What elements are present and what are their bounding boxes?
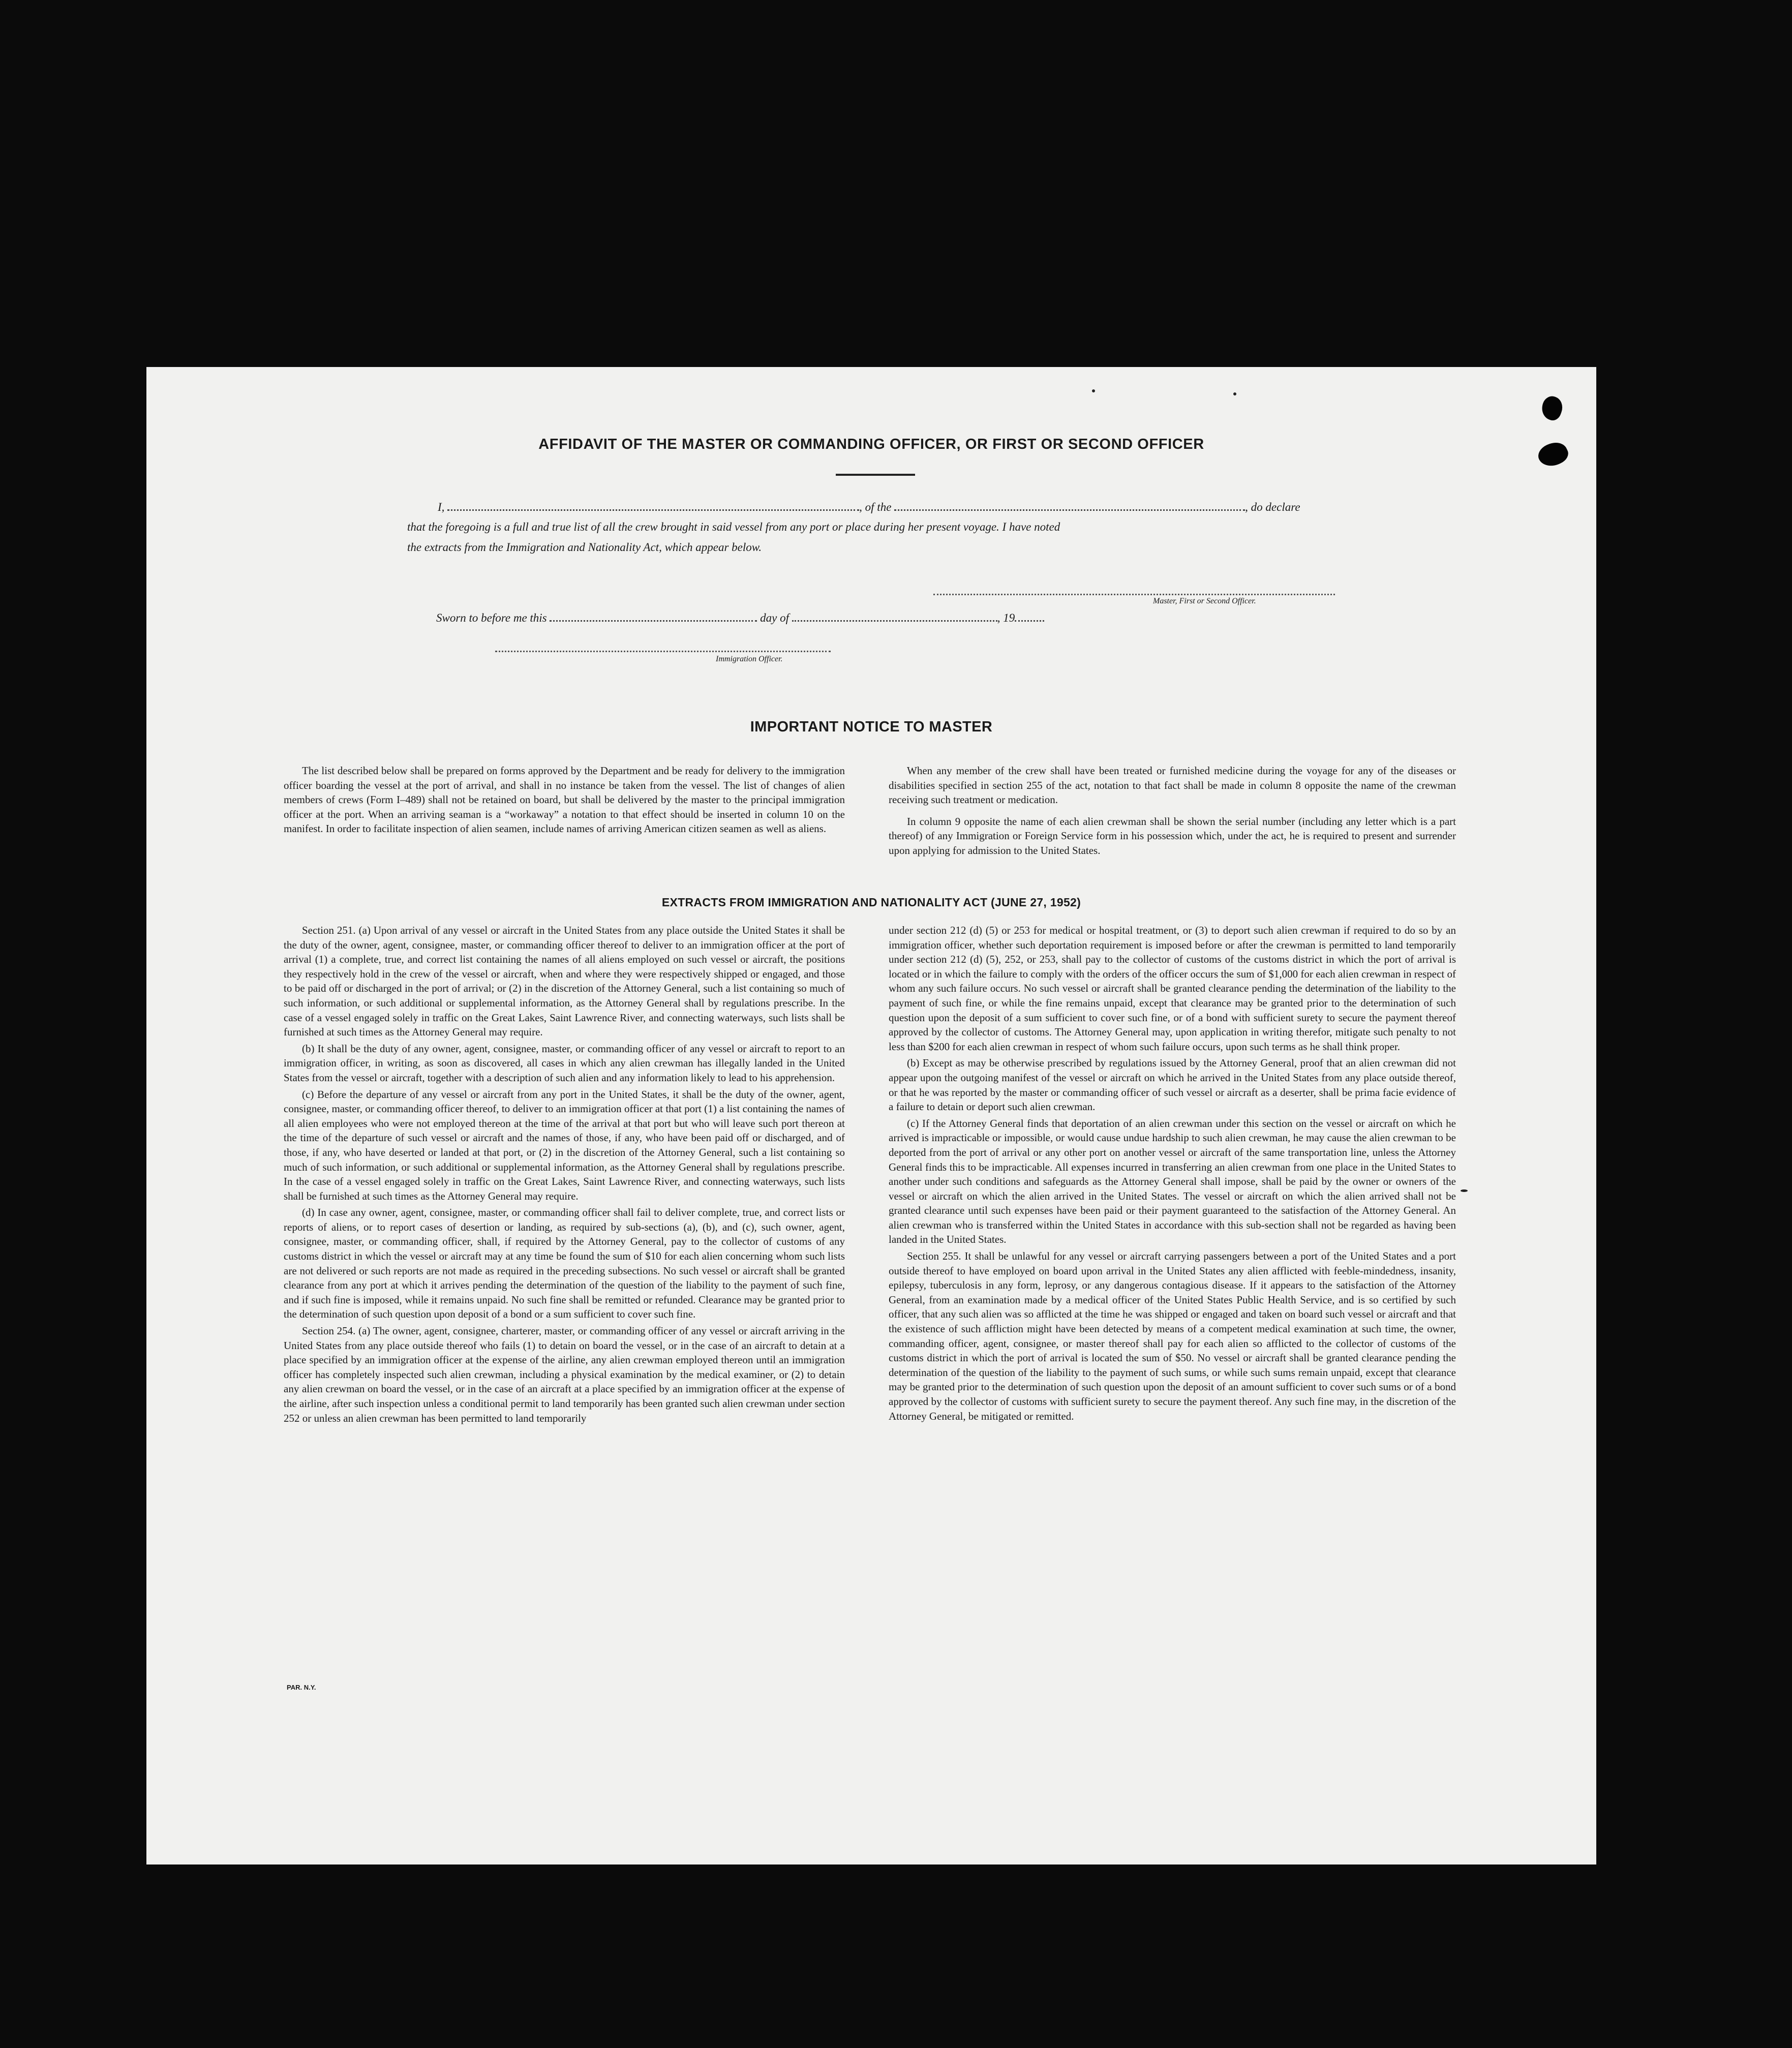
- sworn-year-blank: [1015, 611, 1044, 622]
- affidavit-title: AFFIDAVIT OF THE MASTER OR COMMANDING OFFICER, OR FIRST OR SECOND OFFICER: [538, 436, 1204, 452]
- printer-code: PAR. N.Y.: [287, 1684, 316, 1691]
- declaration-line: [438, 500, 1300, 514]
- sworn-line: [436, 611, 1044, 625]
- master-caption: Master, First or Second Officer.: [1153, 597, 1256, 605]
- document-page: [146, 367, 1596, 1864]
- sworn-prefix: Sworn to before me this: [436, 612, 547, 624]
- notice-right-paragraph-1: When any member of the crew shall have been treated or furnished medicine during the voyage for any of the diseases or disabilities specified in section 255 of the act, notation to that fact shall be made in column 8 opposite the name of the crewman receiving such treatment or medication.: [889, 765, 1456, 806]
- officer-signature-line: [495, 651, 831, 652]
- extract-section-254b: (b) Except as may be otherwise prescribed by regulations issued by the Attorney General, proof that an alien crewman did not appear upon the outgoing manifest of the vessel or aircraft on which he arrived in the United States from any place outside thereof, or that he was reported by the master or commanding officer of such vessel or aircraft as a deserter, shall be prima facie evidence of a failure to detain or deport such alien crewman.: [889, 1057, 1456, 1113]
- extract-section-255: Section 255. It shall be unlawful for any vessel or aircraft carrying passengers between a port of the United States and a port outside thereof to have employed on board upon arrival in the United States any alien afflicted with feeble-mindedness, insanity, epilepsy, tuberculosis in any form, leprosy, or any dangerous contagious disease. If it appears to the satisfaction of the Attorney General, from an examination made by a medical officer of the United States Public Health Service, and is so certified by such officer, that any such alien was so afflicted at the time he was shipped or engaged and taken on board such vessel or aircraft and that the existence of such affliction might have been detected by means of a competent medical examination at such time, the owner, commanding officer, agent, consignee, or master thereof shall pay for each alien so afflicted to the collector of customs of the customs district in which the port of arrival is located the sum of $50. No vessel or aircraft shall be granted clearance pending the determination of the question of the liability to the payment of such sums, or while such sums remain unpaid, except that clearance may be granted prior to the determination of such question upon the deposit of an amount sufficient to cover such sums or of a bond approved by the collector of customs with sufficient surety to secure the payment thereof. Any such fine may, in the discretion of the Attorney General, be mitigated or remitted.: [889, 1250, 1456, 1422]
- extract-section-251c: (c) Before the departure of any vessel or aircraft from any port in the United States, it shall be the duty of the owner, agent, consignee, master, or commanding officer thereof, to deliver to an immigration officer at that port (1) a list containing the names of all alien employees who were not employed thereon at the time of the arrival at that port but who will leave such port thereon at the time of the departure of such vessel or aircraft and the names of those, if any, who have been paid off or discharged, and of those, if any, who have deserted or landed at that port, or (2) in the discretion of the Attorney General, such a list containing so much of such information, or such additional or supplemental information, as the Attorney General shall by regulations prescribe. In the case of a vessel engaged solely in traffic on the Great Lakes, Saint Lawrence River, and connecting waterways, such lists shall be furnished at such times as the Attorney General may require.: [284, 1088, 845, 1202]
- extracts-right-column: [889, 923, 1456, 1423]
- notice-right-column: [889, 763, 1456, 858]
- declaration-body-line2: that the foregoing is a full and true list of all the crew brought in said vessel from any port or place during her present voyage. I have noted: [407, 521, 1060, 533]
- declaration-i: I,: [438, 501, 445, 513]
- extract-section-254c: (c) If the Attorney General finds that deportation of an alien crewman under this section on the vessel or aircraft on which he arrived is impracticable or impossible, or would cause undue hardship to such alien crewman, he may cause the alien crewman to be deported from the port of arrival or any other port on another vessel or aircraft of the same transportation line, unless the Attorney General finds this to be impracticable. All expenses incurred in transferring an alien crewman from one place in the United States to another under such conditions and safeguards as the Attorney General shall impose, shall be paid by the owner or owners of the vessel or aircraft on which the alien arrived in the United States. The vessel or aircraft on which the alien arrived shall not be granted clearance until such expenses have been paid or their payment guaranteed to the satisfaction of the Attorney General. An alien crewman who is transferred within the United States in accordance with this sub-section shall not be regarded as having been landed in the United States.: [889, 1117, 1456, 1246]
- extract-section-251d: (d) In case any owner, agent, consignee, master, or commanding officer shall fail to deliver complete, true, and correct lists or reports of aliens, or to report cases of desertion or landing, as required by sub-sections (a), (b), and (c), such owner, agent, consignee, master, or commanding officer, shall, if required by the Attorney General, pay to the collector of customs of any customs district in which the vessel or aircraft may at any time be found the sum of $10 for each alien concerning whom such lists are not delivered or such reports are not made as required in the preceding subsections. No such vessel or aircraft shall be granted clearance from any port at which it arrives pending the determination of the question of the liability to the payment of such fine, and if such fine is imposed, while it remains unpaid. No such fine shall be remitted or refunded. Clearance may be granted prior to the determination of such question upon deposit of a bond or a sum sufficient to cover such fine.: [284, 1206, 845, 1321]
- notice-right-paragraph-2: In column 9 opposite the name of each alien crewman shall be shown the serial number (including any letter which is a part thereof) of any Immigration or Foreign Service form in his possession which, under the act, he is required to present and surrender upon applying for admission to the United States.: [889, 815, 1456, 857]
- declaration-declare: , do declare: [1245, 501, 1300, 513]
- sworn-day-of: day of: [760, 612, 789, 624]
- notice-left-paragraph: The list described below shall be prepared on forms approved by the Department and be ready for delivery to the immigration officer boarding the vessel at the port of arrival, and shall in no instance be taken from the vessel. The list of changes of alien members of crews (Form I–489) shall not be retained on board, but shall be delivered by the master to the principal immigration officer at the port. When an arriving seaman is a “workaway” a notation to that effect should be inserted in column 10 on the manifest. In order to facilitate inspection of alien seamen, include names of arriving American citizen seamen as well as aliens.: [284, 765, 845, 835]
- sworn-day-blank: [550, 611, 757, 622]
- extract-section-251a: Section 251. (a) Upon arrival of any vessel or aircraft in the United States from any place outside the United States it shall be the duty of the owner, agent, consignee, master, or commanding officer thereof to deliver to an immigration officer at the port of arrival (1) a complete, true, and correct list containing the names of all aliens employed on such vessel or aircraft, the positions they respectively hold in the crew of the vessel or aircraft, when and where they were respectively shipped or engaged, and those to be paid off or discharged in the port of arrival; or (2) in the discretion of the Attorney General, such a list containing so much of such information, or such additional or supplemental information, as the Attorney General shall by regulations prescribe. In the case of a vessel engaged solely in traffic on the Great Lakes, Saint Lawrence River, and connecting waterways, such lists shall be furnished at such times as the Attorney General may require.: [284, 924, 845, 1038]
- extract-section-254a: Section 254. (a) The owner, agent, consignee, charterer, master, or commanding officer of any vessel or aircraft arriving in the United States from any place outside thereof who fails (1) to detain on board the vessel, or in the case of an aircraft to detain at a place specified by an immigration officer at the expense of the airline, any alien crewman employed thereon until an immigration officer has completely inspected such alien crewman, including a physical examination by the medical examiner, or (2) to detain any alien crewman on board the vessel, or in the case of an aircraft at a place specified by an immigration officer at the expense of the airline, after such inspection unless a conditional permit to land temporarily has been granted such alien crewman under section 252 or unless an alien crewman has been permitted to land temporarily: [284, 1325, 845, 1424]
- declaration-body-line3: the extracts from the Immigration and Nationality Act, which appear below.: [407, 541, 762, 554]
- extracts-title: EXTRACTS FROM IMMIGRATION AND NATIONALITY ACT (JUNE 27, 1952): [661, 896, 1081, 909]
- speck: [1461, 1189, 1468, 1192]
- speck: [1233, 392, 1236, 395]
- name-blank: [447, 500, 859, 511]
- ink-blot: [1538, 394, 1565, 423]
- vessel-blank: [894, 500, 1245, 511]
- sworn-year: , 19: [997, 612, 1015, 624]
- speck: [1092, 389, 1095, 392]
- extracts-left-column: [284, 923, 845, 1425]
- declaration-of-the: , of the: [859, 501, 892, 513]
- sworn-month-blank: [792, 611, 997, 622]
- title-rule: [836, 474, 915, 476]
- notice-title: IMPORTANT NOTICE TO MASTER: [750, 719, 993, 735]
- extract-section-251b: (b) It shall be the duty of any owner, agent, consignee, master, or commanding officer of any vessel or aircraft to report to an immigration officer, in writing, as soon as discovered, all cases in which any alien crewman has illegally landed in the United States from the vessel or aircraft, together with a description of such alien and any information likely to lead to his apprehension.: [284, 1042, 845, 1084]
- master-signature-line: [933, 594, 1335, 595]
- extract-section-254a-cont: under section 212 (d) (5) or 253 for medical or hospital treatment, or (3) to deport such alien crewman if required to do so by an immigration officer, whether such deportation requirement is imposed before or after the crewman is permitted to land temporarily under section 212 (d) (5), 252, or 253, shall pay to the collector of customs of the customs district in which the port of arrival is located or in which the failure to comply with the orders of the officer occurs the sum of $1,000 for each alien crewman in respect of whom any such failure occurs. No such vessel or aircraft shall be granted clearance pending the determination of the liability to the payment of such fine, or while the fine remains unpaid, except that clearance may be granted prior to the determination of such question upon the deposit of a sum sufficient to cover such fine, or of a bond with sufficient surety to secure the payment thereof approved by the collector of customs. The Attorney General may, upon application in writing therefor, mitigate such penalty to not less than $200 for each alien crewman in respect of whom such failure occurs, upon such terms as he shall think proper.: [889, 924, 1456, 1053]
- notice-left-column: [284, 763, 845, 836]
- officer-caption: Immigration Officer.: [716, 655, 783, 663]
